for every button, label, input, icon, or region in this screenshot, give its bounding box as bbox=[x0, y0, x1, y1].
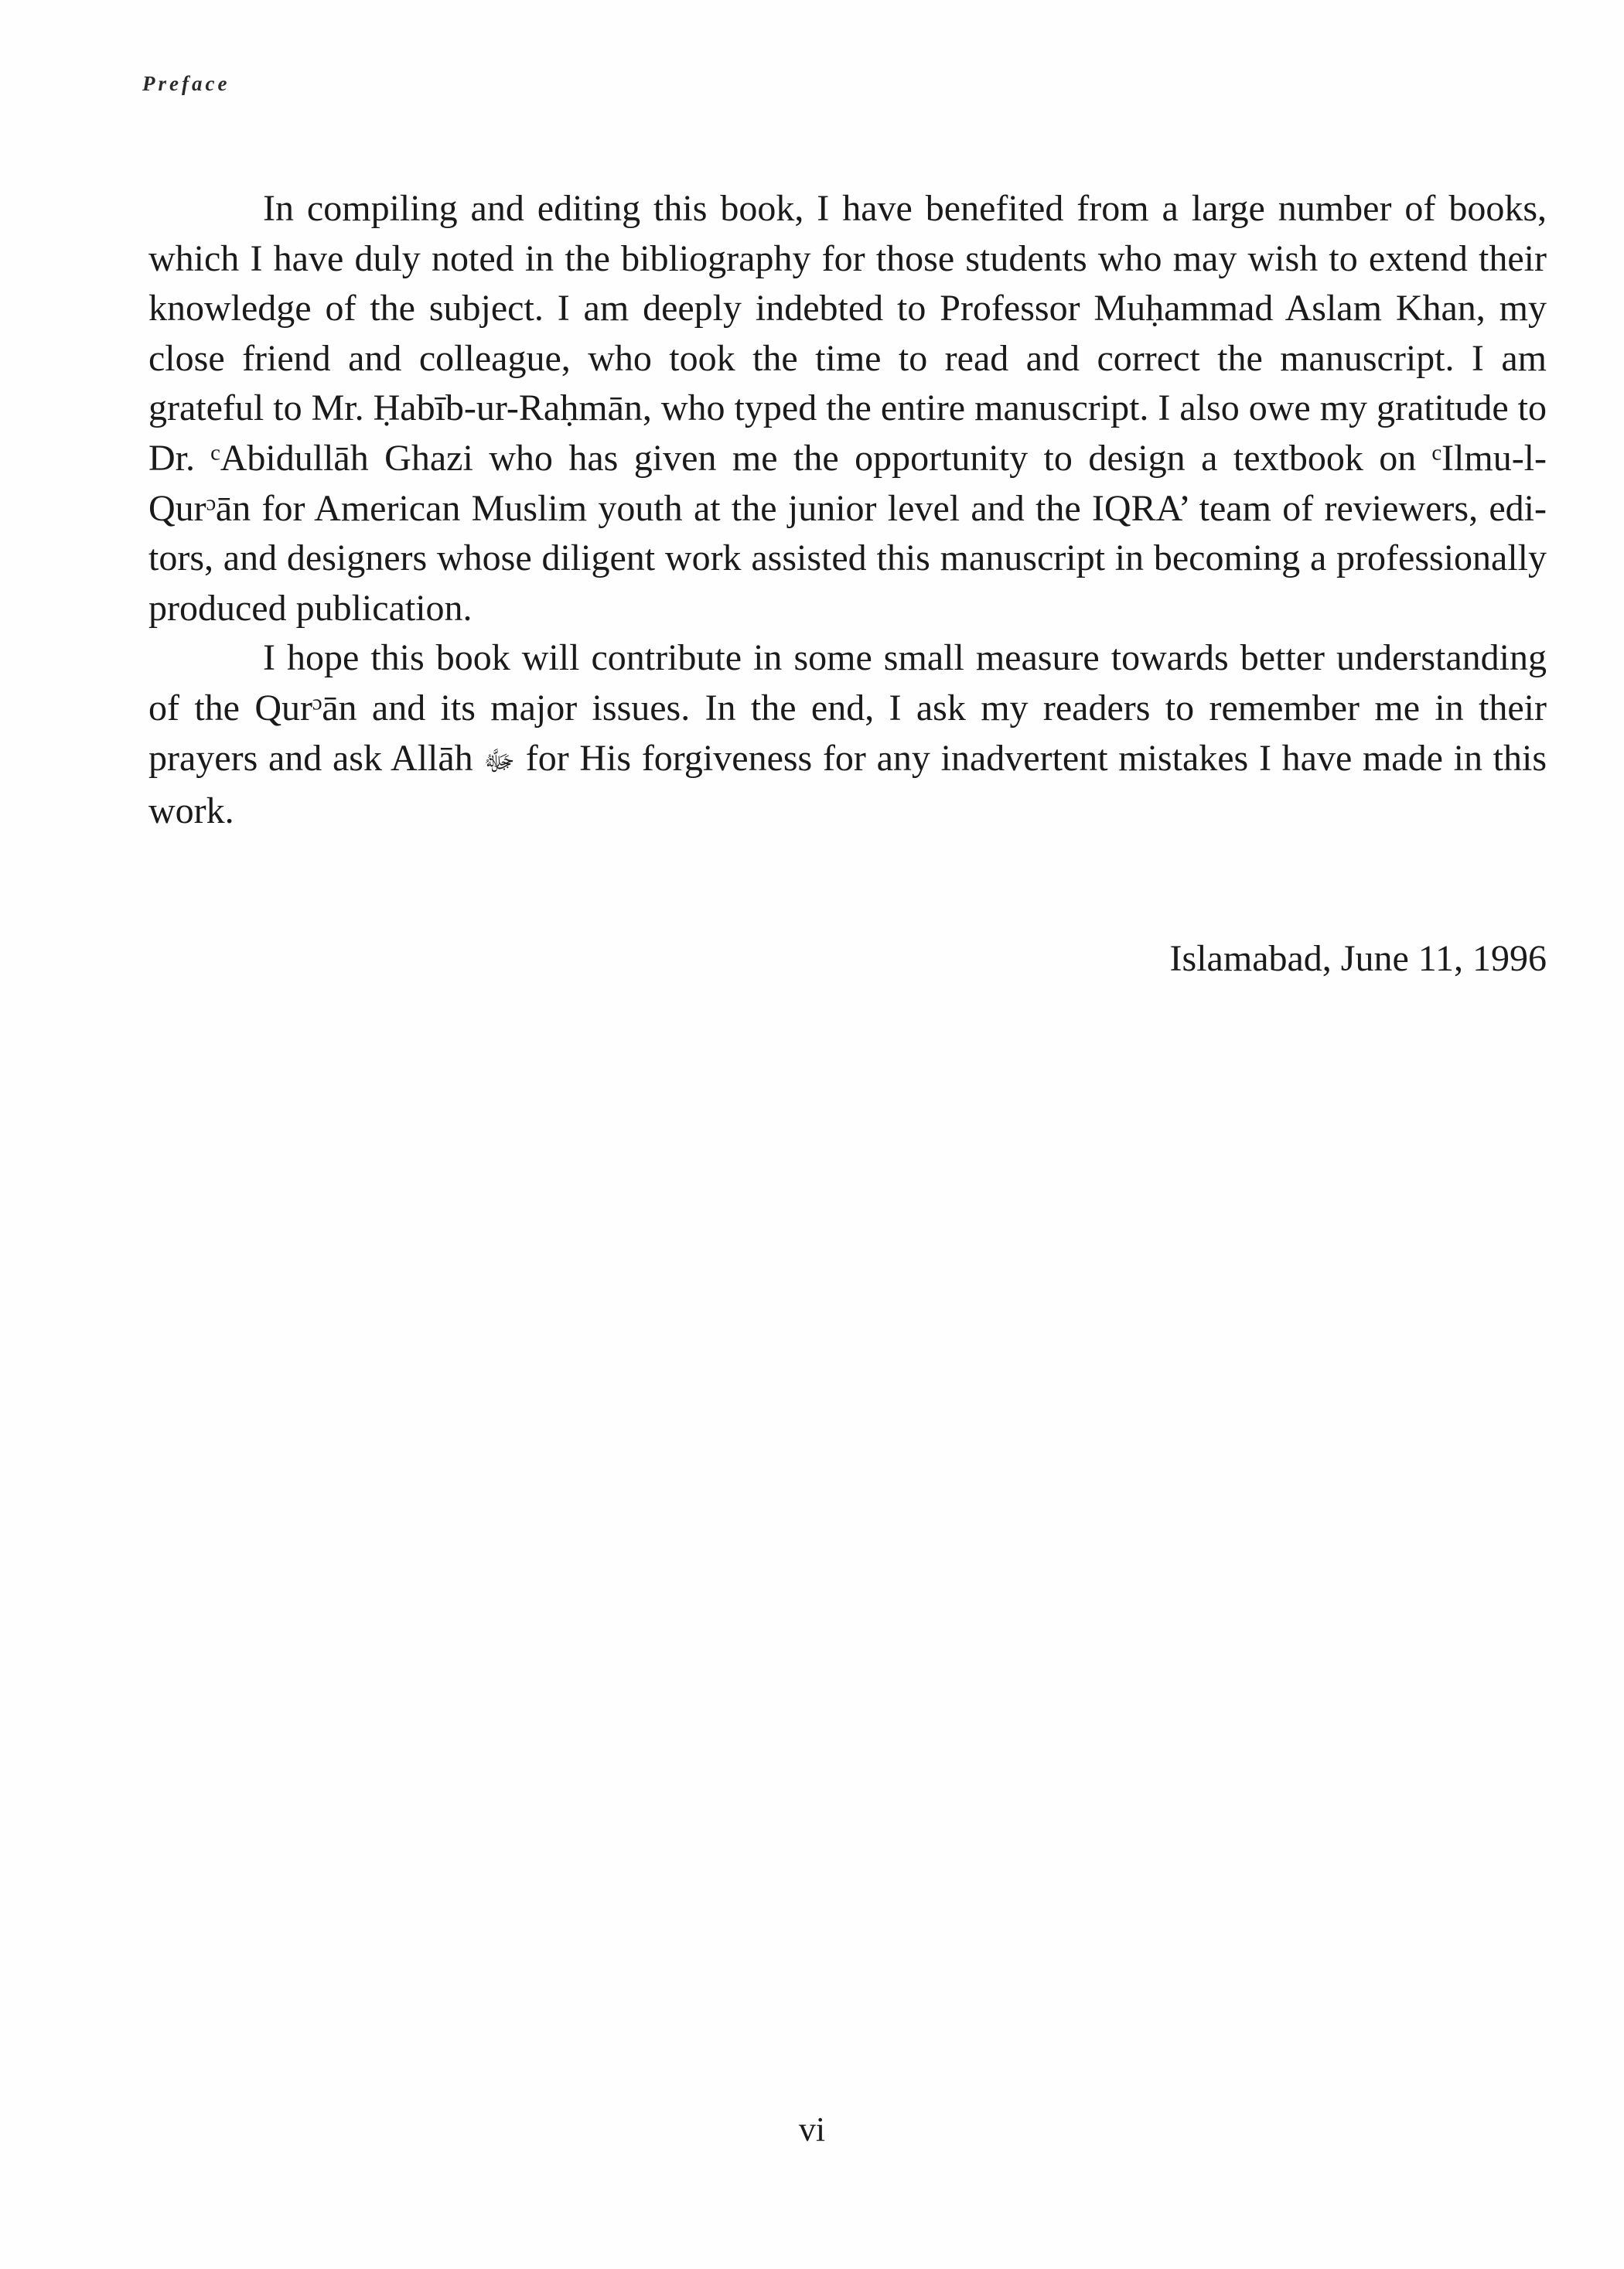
page-number: vi bbox=[798, 2110, 826, 2148]
place-date-signoff: Islamabad, June 11, 1996 bbox=[1169, 938, 1547, 979]
running-head: Preface bbox=[142, 72, 230, 95]
paragraph-closing bbox=[148, 633, 1547, 836]
preface-body bbox=[148, 184, 1547, 837]
paragraph-closing-end: for His forgiveness for any inadvertent mistakes I have made in this work. bbox=[148, 737, 1547, 832]
paragraph-acknowledgements: In compiling and editing this book, I have benefited from a large number of books, which I have duly noted in the bibliography for those students who may wish to extend their knowledge of the subject. I am deeply indebted to Professor Muḥammad Aslam Khan, my close friend and colleague, who took the time to read and correct the manuscript. I am grateful to Mr. Ḥabīb-ur-Raḥmān, who typed the entire manuscript. I also owe my gratitude to Dr. ᶜAbidullāh Ghazi who has given me the opportunity to design a textbook on ᶜIlmu-l-Qurᵓān for American Muslim youth at the junior level and the IQRA’ team of reviewers, editors, and designers whose diligent work assisted this manuscript in becoming a professionally produced publication. bbox=[148, 188, 1547, 629]
paragraph-closing-start: I hope this book will contribute in some small measure towards better understanding of the Qurᵓān and its major issues. In the end, I ask my readers to remember me in their prayers and ask Allāh bbox=[148, 637, 1547, 779]
honorific-glyph: ﷻ bbox=[483, 745, 516, 777]
